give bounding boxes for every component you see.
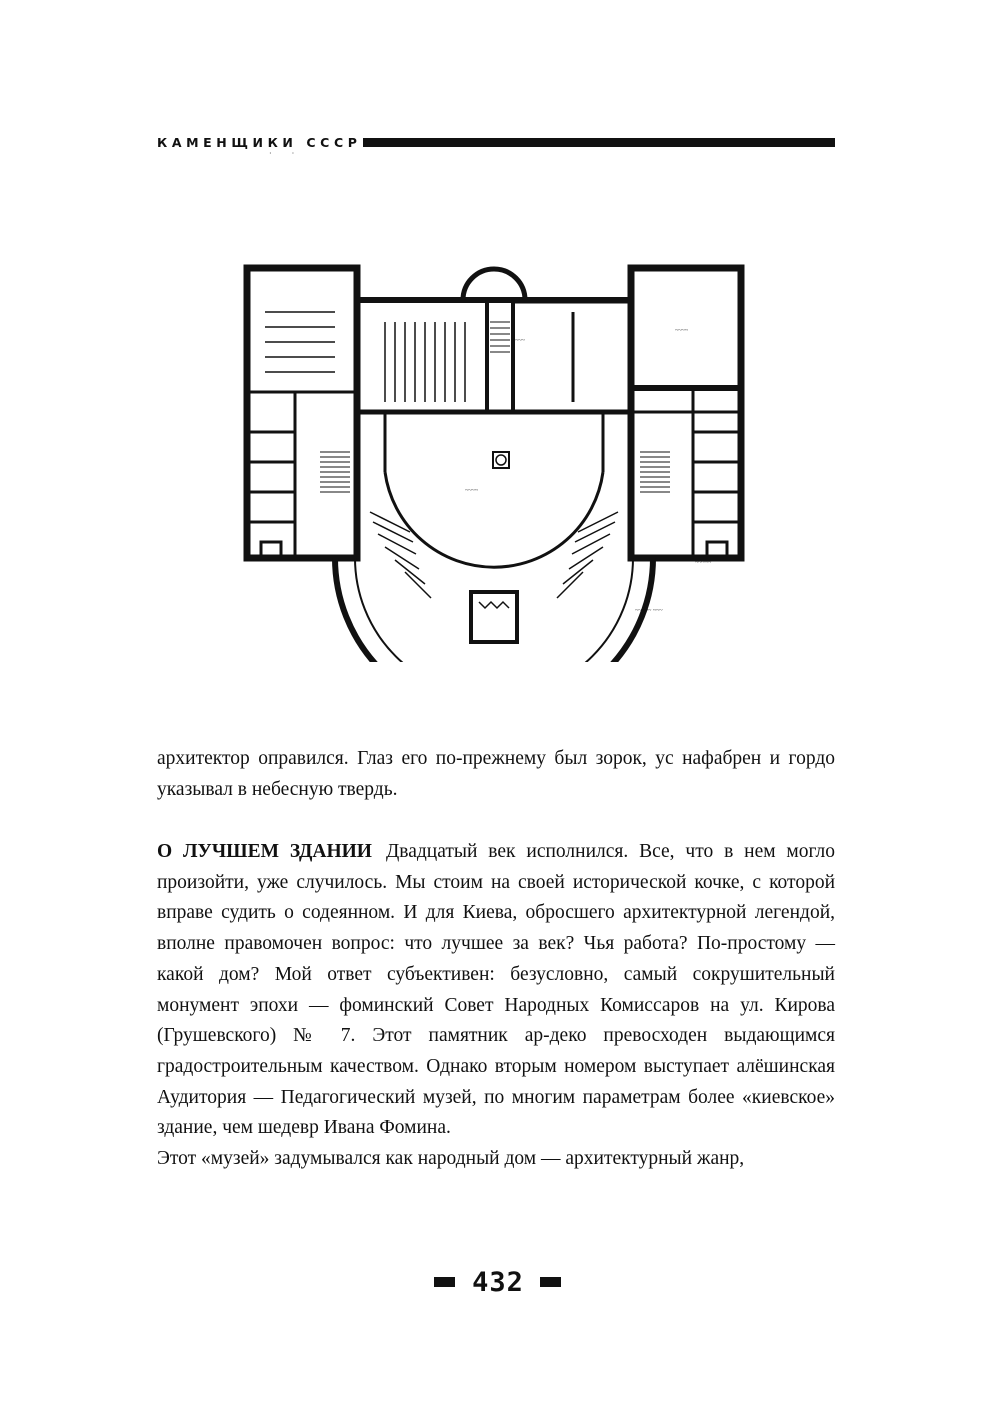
svg-text:~~~~~: ~~~~~ [695,560,712,566]
floor-plan-image [235,252,765,662]
running-title: КАМЕНЩИКИ СССР [157,135,362,150]
page-number: 432 [472,1267,524,1298]
svg-text:~~~~: ~~~~ [465,488,478,494]
paragraph-1 [157,744,835,805]
section-lead: О ЛУЧШЕМ ЗДАНИИ [157,841,372,862]
paragraph-3-text: Этот «музей» задумывался как народный дом — архитектурный жанр, [157,1148,745,1170]
svg-text:~~~~~~~~: ~~~~~~~~ [245,558,271,564]
page-footer [0,1266,992,1300]
svg-text:~~~~~ ~~~: ~~~~~ ~~~ [635,608,663,614]
svg-text:~~~~: ~~~~ [675,328,688,334]
paragraph-2-body: Двадцатый век исполнился. Все, что в нем могло произойти, уже случилось. Мы стоим на своей исторической кочке, с которой вправе судить о содеянном. И для Киева, обросшего архитектурной легендой, вполне правомочен вопрос: что лучшее за век? Чья работа? По-простому — какой дом? Мой ответ субъективен: безусловно, самый сокрушительный монумент эпохи — фоминский Совет Народных Комиссаров на ул. Кирова (Грушевского) № 7. Этот памятник ар-деко превосходен выдающимся градостроительным качеством. Однако вторым номером выступает алёшинская Аудитория — Педагогический музей, по многим параметрам более «киевское» здание, чем шедевр Ивана Фомина. [157,841,835,1139]
footer-right-mark [540,1277,561,1287]
header-dots: ·· [269,149,315,158]
paragraph-1-text: архитектор оправился. Глаз его по-прежнему был зорок, ус нафабрен и гордо указывал в небесную твердь. [157,748,835,800]
footer-left-mark [434,1277,455,1287]
paragraph-2 [157,837,835,1175]
svg-text:~~~: ~~~ [515,338,525,344]
header-rule [363,138,835,147]
paragraph-2-text [157,837,835,1144]
running-header [157,133,835,158]
